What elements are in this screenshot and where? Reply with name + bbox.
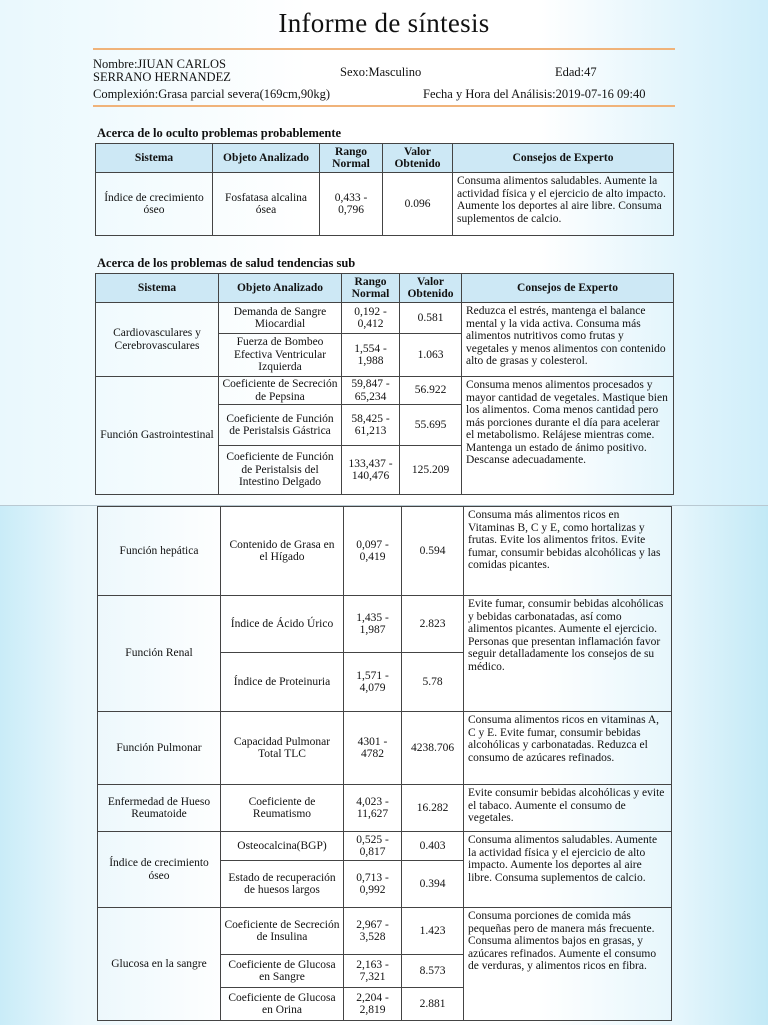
advice-cell: Evite consumir bebidas alcohólicas y evite el tabaco. Aumente el consumo de vegetales. xyxy=(464,785,672,832)
value-cell: 0.594 xyxy=(402,507,464,596)
object-cell: Fuerza de Bombeo Efectiva Ventricular Izquierda xyxy=(219,334,342,377)
value-cell: 16.282 xyxy=(402,785,464,832)
advice-cell: Consuma porciones de comida más pequeñas pero de manera más frecuente. Consuma alimentos bajos en grasas, y azúcares refinados. Aumente el consumo de verduras, y alimentos ricos en fibra. xyxy=(464,908,672,1021)
system-cell: Índice de crecimiento óseo xyxy=(96,173,213,236)
value-cell: 1.423 xyxy=(402,908,464,955)
patient-name-continued: SERRANO HERNANDEZ xyxy=(93,70,231,84)
value-cell: 0.403 xyxy=(402,832,464,861)
system-cell: Índice de crecimiento óseo xyxy=(98,832,221,908)
header-object: Objeto Analizado xyxy=(213,144,320,173)
table-row xyxy=(96,303,674,334)
object-cell: Estado de recuperación de huesos largos xyxy=(221,861,344,908)
header-system: Sistema xyxy=(96,274,219,303)
table-row xyxy=(98,596,672,653)
report-title: Informe de síntesis xyxy=(278,8,490,38)
object-cell: Coeficiente de Secreción de Insulina xyxy=(221,908,344,955)
range-cell: 4301 - 4782 xyxy=(344,712,402,785)
system-cell: Glucosa en la sangre xyxy=(98,908,221,1021)
section1-table xyxy=(95,143,674,236)
system-cell: Función Pulmonar xyxy=(98,712,221,785)
table-header-row xyxy=(96,144,674,173)
header-advice: Consejos de Experto xyxy=(462,274,674,303)
advice-cell: Consuma alimentos ricos en vitaminas A, C y E. Evite fumar, consumir bebidas alcohólicas y carbonatadas. Reduzca el consumo de azúcares refinados. xyxy=(464,712,672,785)
value-cell: 0.581 xyxy=(400,303,462,334)
table-row xyxy=(96,173,674,236)
range-cell: 0,192 - 0,412 xyxy=(342,303,400,334)
table-row xyxy=(98,908,672,955)
table-row xyxy=(98,832,672,861)
range-cell: 133,437 - 140,476 xyxy=(342,446,400,495)
value-cell: 56.922 xyxy=(400,377,462,405)
advice-cell: Evite fumar, consumir bebidas alcohólicas y bebidas carbonatadas, así como alimentos picantes. Aumente el ejercicio. Personas que presentan inflamación favor seguir detalladamente los consejos de su médico. xyxy=(464,596,672,712)
object-cell: Índice de Proteinuria xyxy=(221,653,344,712)
system-cell: Función Gastrointestinal xyxy=(96,377,219,495)
system-cell: Enfermedad de Hueso Reumatoide xyxy=(98,785,221,832)
section2-title: Acerca de los problemas de salud tendencias sub xyxy=(97,256,356,270)
object-cell: Demanda de Sangre Miocardial xyxy=(219,303,342,334)
value-cell: 2.823 xyxy=(402,596,464,653)
value-cell: 2.881 xyxy=(402,988,464,1021)
object-cell: Osteocalcina(BGP) xyxy=(221,832,344,861)
value-cell: 1.063 xyxy=(400,334,462,377)
range-cell: 0,525 - 0,817 xyxy=(344,832,402,861)
table-row xyxy=(98,785,672,832)
value-cell: 5.78 xyxy=(402,653,464,712)
value-cell: 0.096 xyxy=(383,173,453,236)
section2-table-top xyxy=(95,273,674,495)
range-cell: 2,163 - 7,321 xyxy=(344,955,402,988)
header-divider-bottom xyxy=(93,105,675,107)
object-cell: Coeficiente de Función de Peristalsis Gástrica xyxy=(219,405,342,446)
advice-cell: Consuma más alimentos ricos en Vitaminas B, C y E, como hortalizas y frutas. Evite los alimentos fritos. Evite fumar, consumir bebidas alcohólicas y las comidas picantes. xyxy=(464,507,672,596)
patient-age: Edad:47 xyxy=(555,65,597,79)
range-cell: 2,967 - 3,528 xyxy=(344,908,402,955)
advice-cell: Reduzca el estrés, mantenga el balance mental y la vida activa. Consuma más alimentos nutritivos como frutas y vegetales y menos alimentos con contenido alto de grasas y colesterol. xyxy=(462,303,674,377)
patient-name: Nombre:JIUAN CARLOS xyxy=(93,57,226,71)
header-value: Valor Obtenido xyxy=(400,274,462,303)
range-cell: 2,204 - 2,819 xyxy=(344,988,402,1021)
range-cell: 1,435 - 1,987 xyxy=(344,596,402,653)
range-cell: 1,554 - 1,988 xyxy=(342,334,400,377)
value-cell: 125.209 xyxy=(400,446,462,495)
range-cell: 4,023 - 11,627 xyxy=(344,785,402,832)
advice-cell: Consuma alimentos saludables. Aumente la actividad física y el ejercicio de alto impacto. Aumente los deportes al aire libre. Consuma suplementos de calcio. xyxy=(453,173,674,236)
range-cell: 0,713 - 0,992 xyxy=(344,861,402,908)
value-cell: 0.394 xyxy=(402,861,464,908)
header-system: Sistema xyxy=(96,144,213,173)
header-range: Rango Normal xyxy=(320,144,383,173)
section1-title: Acerca de lo oculto problemas probablemente xyxy=(97,126,342,140)
range-cell: 58,425 - 61,213 xyxy=(342,405,400,446)
table-row xyxy=(98,507,672,596)
range-cell: 59,847 - 65,234 xyxy=(342,377,400,405)
advice-cell: Consuma alimentos saludables. Aumente la actividad física y el ejercicio de alto impacto. Aumente los deportes al aire libre. Consuma suplementos de calcio. xyxy=(464,832,672,908)
header-value: Valor Obtenido xyxy=(383,144,453,173)
section2-table-bottom xyxy=(97,506,672,1021)
analysis-datetime: Fecha y Hora del Análisis:2019-07-16 09:40 xyxy=(423,87,646,101)
object-cell: Coeficiente de Reumatismo xyxy=(221,785,344,832)
header-advice: Consejos de Experto xyxy=(453,144,674,173)
object-cell: Coeficiente de Función de Peristalsis del Intestino Delgado xyxy=(219,446,342,495)
range-cell: 0,433 - 0,796 xyxy=(320,173,383,236)
value-cell: 4238.706 xyxy=(402,712,464,785)
object-cell: Coeficiente de Glucosa en Sangre xyxy=(221,955,344,988)
value-cell: 55.695 xyxy=(400,405,462,446)
object-cell: Capacidad Pulmonar Total TLC xyxy=(221,712,344,785)
header-object: Objeto Analizado xyxy=(219,274,342,303)
table-row xyxy=(96,377,674,405)
table-header-row xyxy=(96,274,674,303)
table-row xyxy=(98,712,672,785)
range-cell: 1,571 - 4,079 xyxy=(344,653,402,712)
value-cell: 8.573 xyxy=(402,955,464,988)
header-divider-top xyxy=(93,48,675,50)
object-cell: Índice de Ácido Úrico xyxy=(221,596,344,653)
object-cell: Fosfatasa alcalina ósea xyxy=(213,173,320,236)
header-range: Rango Normal xyxy=(342,274,400,303)
patient-sex: Sexo:Masculino xyxy=(340,65,422,79)
system-cell: Función hepática xyxy=(98,507,221,596)
system-cell: Función Renal xyxy=(98,596,221,712)
object-cell: Coeficiente de Glucosa en Orina xyxy=(221,988,344,1021)
object-cell: Coeficiente de Secreción de Pepsina xyxy=(219,377,342,405)
object-cell: Contenido de Grasa en el Hígado xyxy=(221,507,344,596)
range-cell: 0,097 - 0,419 xyxy=(344,507,402,596)
patient-complexion: Complexión:Grasa parcial severa(169cm,90kg) xyxy=(93,87,331,101)
system-cell: Cardiovasculares y Cerebrovasculares xyxy=(96,303,219,377)
advice-cell: Consuma menos alimentos procesados y mayor cantidad de vegetales. Mastique bien los alimentos. Coma menos cantidad pero más porciones durante el día para acelerar el metabolismo. Relájese mientras come. Mantenga un estado de ánimo positivo. Descanse adecuadamente. xyxy=(462,377,674,495)
